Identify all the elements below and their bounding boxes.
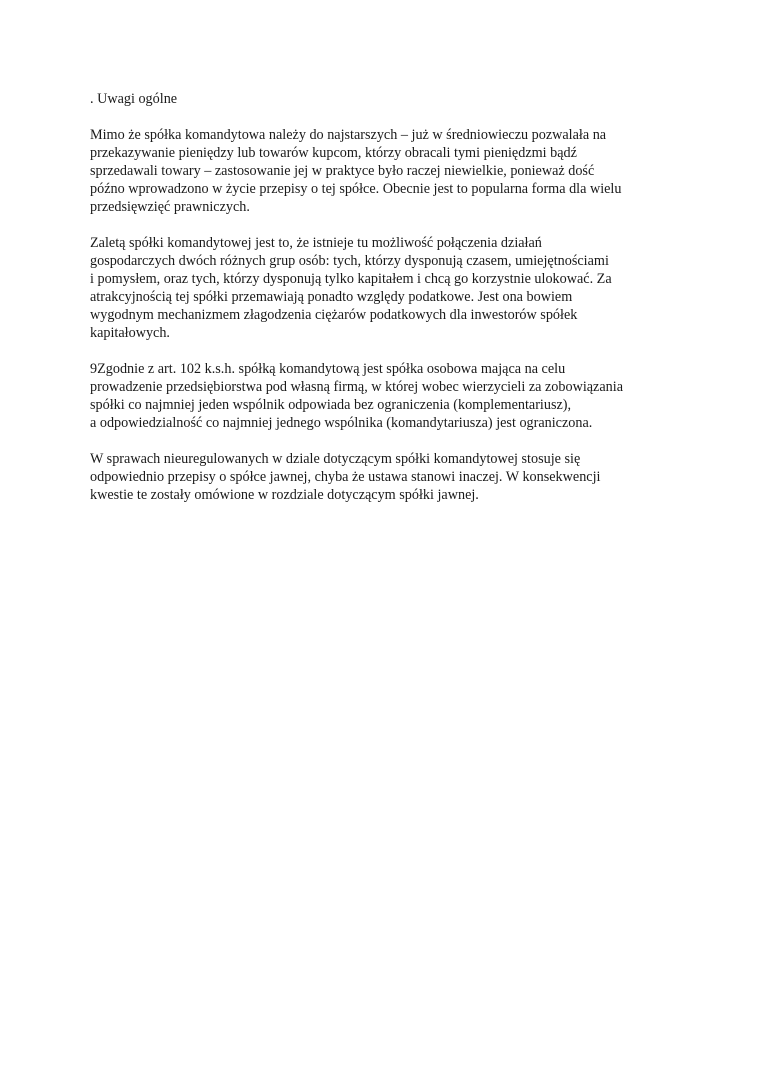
text-line: Mimo że spółka komandytowa należy do najstarszych – już w średniowieczu pozwalała na [90,127,607,143]
text-line: 9Zgodnie z art. 102 k.s.h. spółką komandytową jest spółka osobowa mająca na celu [90,361,566,377]
text-line: sprzedawali towary – zastosowanie jej w praktyce było raczej niewielkie, ponieważ dość [90,163,595,179]
text-line: W sprawach nieuregulowanych w dziale dotyczącym spółki komandytowej stosuje się [90,451,581,467]
text-line: późno wprowadzono w życie przepisy o tej spółce. Obecnie jest to popularna forma dla wielu [90,181,622,197]
text-line: atrakcyjnością tej spółki przemawiają ponadto względy podatkowe. Jest ona bowiem [90,289,573,305]
text-line: gospodarczych dwóch różnych grup osób: tych, którzy dysponują czasem, umiejętnościami [90,253,609,269]
paragraph-2 [90,234,690,342]
paragraph-3 [90,360,690,432]
text-line: prowadzenie przedsiębiorstwa pod własną firmą, w której wobec wierzycieli za zobowiązania [90,379,623,395]
text-line: wygodnym mechanizmem złagodzenia ciężarów podatkowych dla inwestorów spółek [90,307,578,323]
text-line: kapitałowych. [90,325,170,341]
paragraph-1 [90,126,690,216]
text-line: i pomysłem, oraz tych, którzy dysponują tylko kapitałem i chcą go korzystnie ulokować. Za [90,271,612,287]
text-line: a odpowiedzialność co najmniej jednego wspólnika (komandytariusza) jest ograniczona. [90,415,593,431]
text-line: spółki co najmniej jeden wspólnik odpowiada bez ograniczenia (komplementariusz), [90,397,572,413]
paragraph-4 [90,450,690,504]
text-line: odpowiednio przepisy o spółce jawnej, chyba że ustawa stanowi inaczej. W konsekwencji [90,469,601,485]
text-line: przekazywanie pieniędzy lub towarów kupcom, którzy obracali tymi pieniędzmi bądź [90,145,577,161]
document-body [90,90,690,522]
section-heading: . Uwagi ogólne [90,91,178,107]
text-line: przedsięwzięć prawniczych. [90,199,250,215]
text-line: kwestie te zostały omówione w rozdziale dotyczącym spółki jawnej. [90,487,479,503]
text-line: Zaletą spółki komandytowej jest to, że istnieje tu możliwość połączenia działań [90,235,542,251]
